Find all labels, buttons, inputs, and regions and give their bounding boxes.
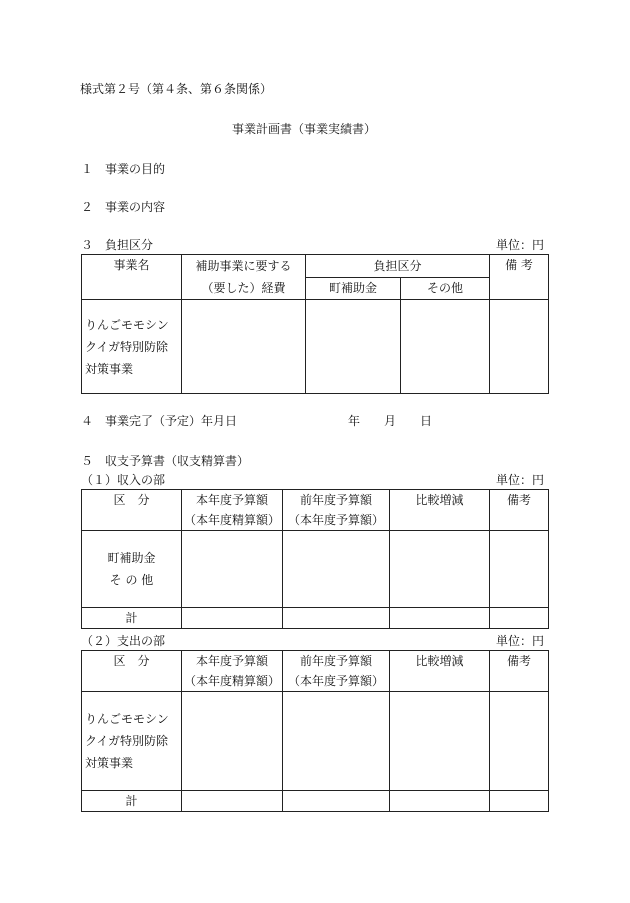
section-purpose: １ 事業の目的	[81, 162, 166, 176]
income-subtitle: （１）収入の部	[81, 473, 166, 487]
expense-item-line2: クイガ特別防除	[85, 734, 169, 748]
income-item-town-subsidy: 町補助金	[107, 551, 156, 565]
header-town-subsidy: 町補助金	[306, 277, 401, 300]
income-total-current	[182, 608, 283, 629]
expense-item-line1: りんごモモシン	[85, 712, 169, 726]
header-burden: 負担区分	[306, 255, 490, 278]
other-cell	[401, 300, 490, 394]
income-header-category: 区 分	[82, 490, 182, 531]
header-required-cost	[182, 255, 306, 300]
project-name-line2: クイガ特別防除	[85, 339, 169, 354]
income-item-other: そ の 他	[109, 573, 154, 587]
document-title: 事業計画書（事業実績書）	[232, 122, 377, 136]
project-name-line1: りんごモモシン	[85, 317, 169, 332]
header-required-cost-line2: （要した）経費	[201, 281, 286, 295]
header-required-cost-line1: 補助事業に要する	[195, 259, 292, 273]
expense-total-label: 計	[82, 791, 182, 812]
expense-previous-cell	[283, 692, 390, 791]
section-content: ２ 事業の内容	[81, 200, 166, 214]
section-burden: ３ 負担区分	[81, 238, 154, 252]
income-header-current-line2: （本年度精算額）	[183, 513, 280, 527]
remarks-cell	[490, 300, 549, 394]
income-header-previous	[283, 490, 390, 531]
section-completion-date: ４ 事業完了（予定）年月日	[81, 414, 238, 428]
income-table	[81, 489, 549, 629]
income-total-previous	[283, 608, 390, 629]
expense-item-cell	[82, 692, 182, 791]
unit-label-expense: 単位：円	[496, 634, 545, 648]
income-total-change	[390, 608, 490, 629]
expense-header-remarks: 備考	[490, 651, 549, 692]
income-current-cell	[182, 531, 283, 608]
income-header-previous-line1: 前年度予算額	[299, 493, 372, 507]
income-header-previous-line2: （本年度予算額）	[287, 513, 384, 527]
header-project-name: 事業名	[82, 255, 182, 300]
form-label: 様式第２号（第４条、第６条関係）	[80, 82, 273, 96]
required-cost-cell	[182, 300, 306, 394]
expense-table	[81, 650, 549, 812]
income-total-remarks	[490, 608, 549, 629]
income-change-cell	[390, 531, 490, 608]
section-budget: ５ 収支予算書（収支精算書）	[81, 454, 250, 468]
expense-total-change	[390, 791, 490, 812]
header-other: その他	[401, 277, 490, 300]
expense-header-previous-line1: 前年度予算額	[299, 654, 372, 668]
income-header-change: 比較増減	[390, 490, 490, 531]
header-remarks: 備 考	[490, 255, 549, 300]
expense-current-cell	[182, 692, 283, 791]
project-name-cell	[82, 300, 182, 394]
income-items-cell	[82, 531, 182, 608]
expense-header-change: 比較増減	[390, 651, 490, 692]
income-total-label: 計	[82, 608, 182, 629]
income-header-remarks: 備考	[490, 490, 549, 531]
unit-label-income: 単位：円	[496, 473, 545, 487]
burden-table	[81, 254, 549, 394]
expense-remarks-cell	[490, 692, 549, 791]
town-subsidy-cell	[306, 300, 401, 394]
income-header-current-line1: 本年度予算額	[195, 493, 268, 507]
expense-total-remarks	[490, 791, 549, 812]
expense-header-previous-line2: （本年度予算額）	[287, 674, 384, 688]
expense-total-previous	[283, 791, 390, 812]
expense-item-line3: 対策事業	[85, 756, 134, 770]
income-remarks-cell	[490, 531, 549, 608]
project-name-line3: 対策事業	[85, 361, 134, 376]
expense-header-current-line1: 本年度予算額	[195, 654, 268, 668]
expense-header-previous	[283, 651, 390, 692]
expense-total-current	[182, 791, 283, 812]
expense-subtitle: （２）支出の部	[81, 634, 166, 648]
expense-header-current	[182, 651, 283, 692]
income-header-current	[182, 490, 283, 531]
unit-label-burden: 単位：円	[496, 238, 545, 252]
expense-header-category: 区 分	[82, 651, 182, 692]
expense-change-cell	[390, 692, 490, 791]
expense-header-current-line2: （本年度精算額）	[183, 674, 280, 688]
completion-date-blank: 年 月 日	[348, 414, 433, 428]
income-previous-cell	[283, 531, 390, 608]
